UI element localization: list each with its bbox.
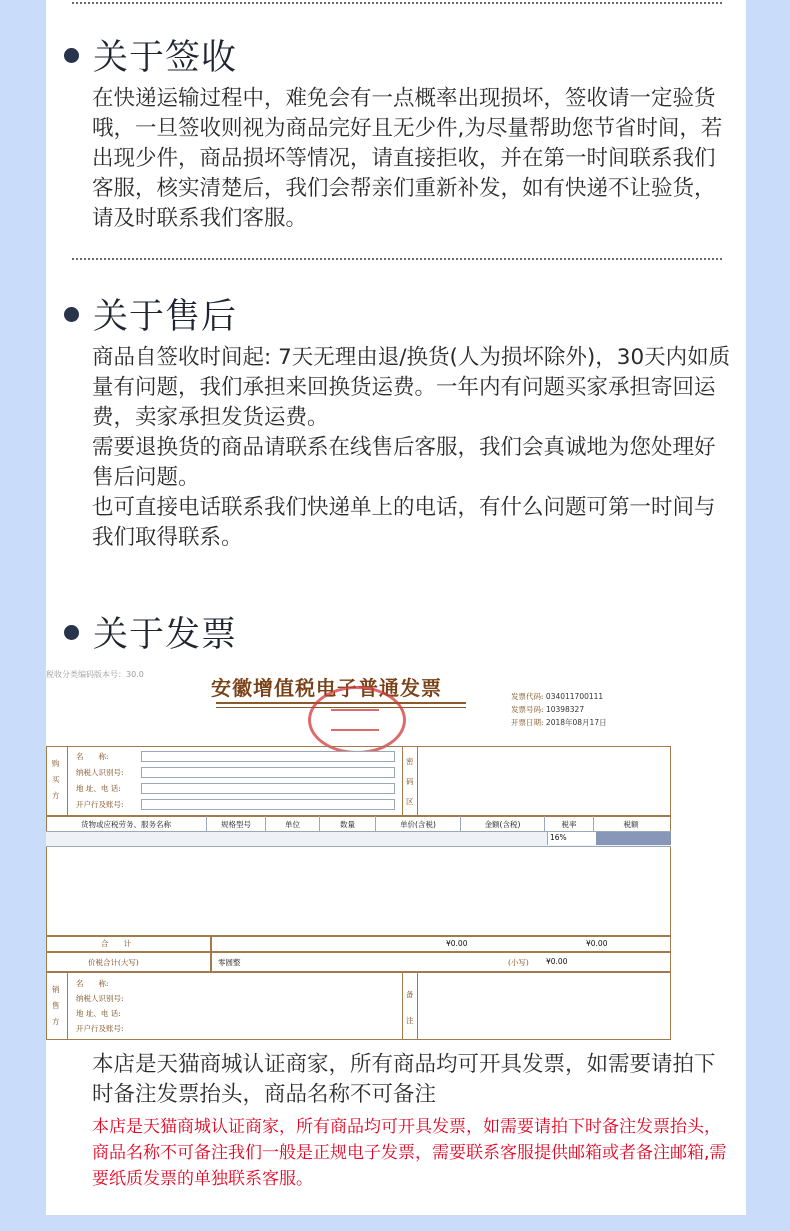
section-title-text: 关于售后 <box>93 297 238 337</box>
section-title-invoice <box>64 607 237 657</box>
seller-field-label: 纳税人识别号: <box>76 994 124 1003</box>
total-row <box>46 936 671 952</box>
column-header: 数量 <box>320 816 376 846</box>
buyer-bank-field <box>141 799 395 810</box>
aftersale-paragraph-3: 也可直接电话联系我们快递单上的电话，有什么问题可第一时间与我们取得联系。 <box>92 495 716 550</box>
bullet-icon <box>64 307 79 322</box>
section-title-text: 关于签收 <box>93 38 238 78</box>
price-tax-label: 价税合计(大写) <box>88 958 139 967</box>
price-tax-upper: 零圆整 <box>218 958 241 967</box>
column-header: 税额 <box>623 820 639 829</box>
aftersale-paragraph-2: 需要退换货的商品请联系在线售后客服，我们会真诚地为您处理好售后问题。 <box>92 435 716 490</box>
section-title-receipt <box>64 30 237 80</box>
total-tax: ¥0.00 <box>586 939 608 948</box>
divider-1 <box>72 258 722 260</box>
seller-field-label: 开户行及账号: <box>76 1024 124 1033</box>
buyer-address-field <box>141 783 395 794</box>
invoice-note: 本店是天猫商城认证商家，所有商品均可开具发票，如需要请拍下时备注发票抬头，商品名称不可备注 <box>92 1052 716 1107</box>
total-label: 合 计 <box>101 939 131 948</box>
small-label: (小写) <box>508 958 529 967</box>
buyer-field-label: 名 称: <box>76 752 109 761</box>
invoice-seal <box>308 686 406 754</box>
receipt-paragraph: 在快递运输过程中，难免会有一点概率出现损坏，签收请一定验货哦，一旦签收则视为商品完好且无少件,为尽量帮助您节省时间，若出现少件，商品损坏等情况，请直接拒收，并在第一时间联系我们客服，核实清楚后，我们会帮亲们重新补发，如有快递不让验货，请及时联系我们客服。 <box>92 86 723 231</box>
buyer-field-label: 纳税人识别号: <box>76 768 124 777</box>
seller-field-label: 名 称: <box>76 979 109 988</box>
tax-rate-cell: 16% <box>550 833 567 842</box>
buyer-taxid-field <box>141 767 395 778</box>
invoice-meta: 发票代码: 034011700111 发票号码: 10398327 开票日期: 2018年08月17日 <box>511 692 607 727</box>
column-header: 货物或应税劳务、服务名称 <box>46 816 207 846</box>
small-amount: ¥0.00 <box>546 957 568 966</box>
seller-field-label: 地 址、电 话: <box>76 1009 121 1018</box>
buyer-field-label: 开户行及账号: <box>76 800 124 809</box>
tax-amount-cell <box>596 832 671 845</box>
price-tax-row <box>46 952 671 972</box>
cipher-side-text: 密码区 <box>406 757 414 806</box>
column-header: 规格型号 <box>207 816 266 846</box>
goods-row <box>46 831 671 847</box>
column-header: 单价(含税) <box>376 816 461 846</box>
column-header: 金额(含税) <box>461 816 545 846</box>
aftersale-paragraph-1: 商品自签收时间起: 7天无理由退/换货(人为损坏除外)，30天内如质量有问题，我们承担来回换货运费。一年内有问题买家承担寄回运费，卖家承担发货运费。 <box>92 345 731 430</box>
bullet-icon <box>64 48 79 63</box>
invoice-red-note: 本店是天猫商城认证商家，所有商品均可开具发票，如需要请拍下时备注发票抬头，商品名称不可备注我们一般是正规电子发票，需要联系客服提供邮箱或者备注邮箱,需要纸质发票的单独联系客服。 <box>92 1117 727 1189</box>
seller-side-text: 销售方 <box>52 985 60 1026</box>
seller-block <box>46 972 671 1040</box>
bullet-icon <box>64 625 79 640</box>
buyer-name-field <box>141 751 395 762</box>
remark-side-text: 备注 <box>406 990 414 1025</box>
invoice-version: 税收分类编码版本号：30.0 <box>46 670 144 679</box>
divider-top <box>72 2 722 4</box>
section-title-aftersale <box>64 289 237 339</box>
column-header: 单位 <box>266 816 320 846</box>
buyer-field-label: 地 址、电 话: <box>76 784 121 793</box>
invoice-title: 安徽增值税电子普通发票 <box>211 676 442 700</box>
buyer-side-text: 购买方 <box>52 759 60 800</box>
total-amount: ¥0.00 <box>446 939 468 948</box>
section-title-text: 关于发票 <box>93 615 238 655</box>
invoice-sample <box>46 664 671 1040</box>
column-header: 税率 <box>545 816 594 846</box>
